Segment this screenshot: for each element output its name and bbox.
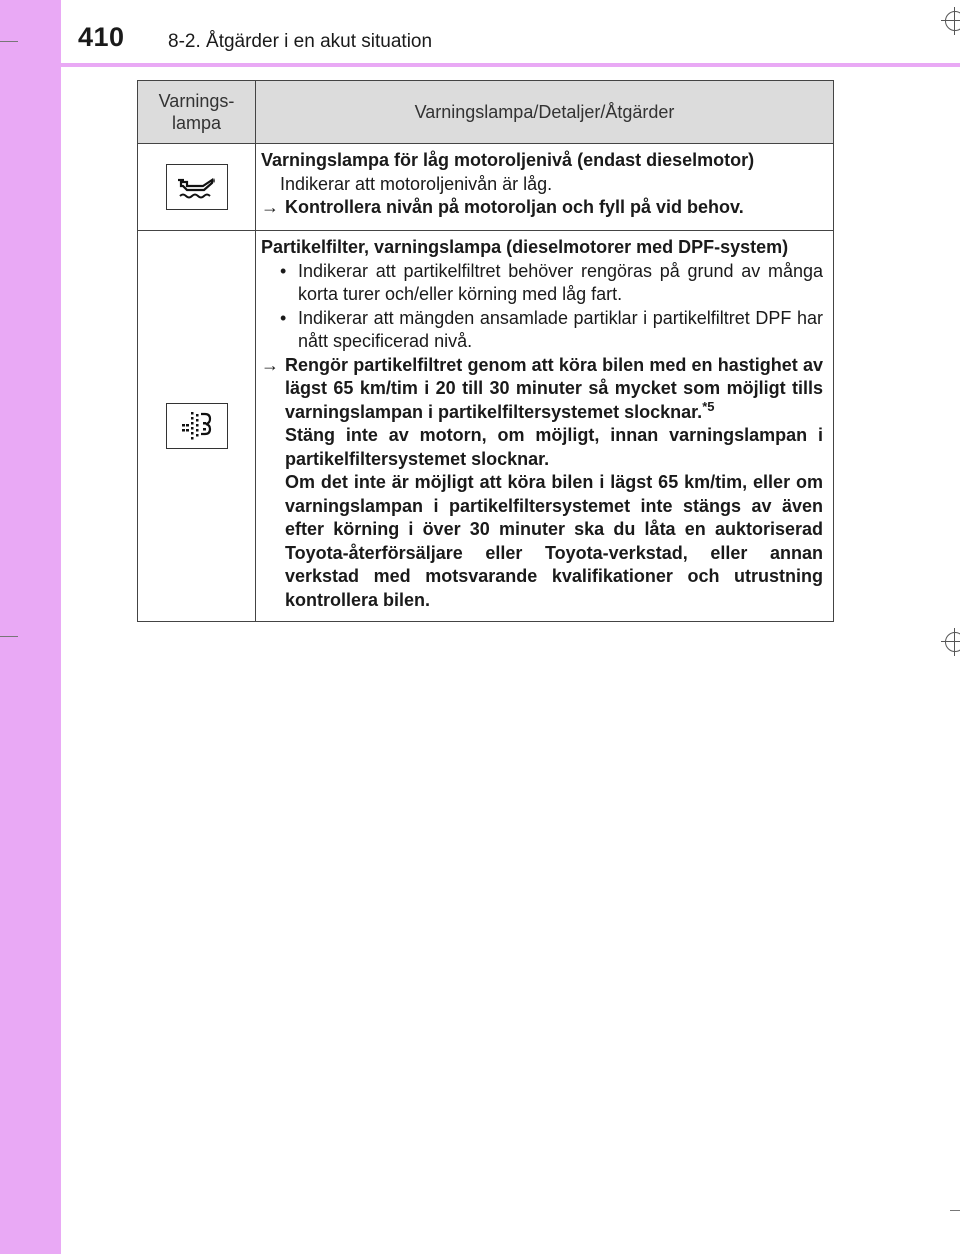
registration-mark-mid-right — [941, 628, 960, 656]
action-paragraph: Kontrollera nivån på motoroljan och fyll på vid behov. — [285, 197, 744, 217]
section-title: 8-2. Åtgärder i en akut situation — [168, 31, 433, 52]
arrow-right-icon: → — [261, 197, 279, 217]
oil-level-icon — [166, 164, 228, 210]
action-paragraph — [285, 354, 823, 425]
lamp-cell — [138, 231, 256, 622]
table-row — [138, 144, 834, 231]
header-lamp-label: Varnings- lampa — [158, 91, 235, 133]
list-item — [261, 260, 823, 307]
header-lamp — [138, 81, 256, 144]
particle-filter-icon — [166, 403, 228, 449]
crop-mark — [0, 41, 18, 42]
action-paragraph: Stäng inte av motorn, om möjligt, innan varningslampan i partikelfiltersystemet slocknar. — [285, 425, 823, 469]
crop-mark — [950, 1210, 960, 1211]
action-text — [261, 196, 823, 220]
page-number: 410 — [78, 22, 125, 52]
lamp-cell — [138, 144, 256, 231]
detail-cell — [256, 144, 834, 231]
header-rule — [61, 63, 960, 67]
detail-cell — [256, 231, 834, 622]
bullet-text: Indikerar att partikelfiltret behöver rengöras på grund av många korta turer och/eller körning med låg fart. — [298, 260, 823, 304]
lamp-description: Indikerar att motoroljenivån är låg. — [280, 173, 553, 194]
bullet-icon: • — [280, 260, 287, 281]
bullet-text: Indikerar att mängden ansamlade partiklar i partikelfiltret DPF har nått specificerad nivå. — [298, 307, 823, 351]
list-item — [261, 307, 823, 354]
table-row — [138, 231, 834, 622]
table-header-row — [138, 81, 834, 144]
footnote-ref: *5 — [702, 398, 715, 414]
action-main: Rengör partikelfiltret genom att köra bilen med en hastighet av lägst 65 km/tim i 20 till 30 minuter så mycket som möjligt tills varningslampan i partikelfiltersystemet slocknar. — [285, 354, 823, 422]
warning-lamp-table — [137, 80, 834, 622]
lamp-title: Partikelfilter, varningslampa (dieselmotorer med DPF-system) — [261, 237, 789, 257]
action-text — [261, 354, 823, 613]
header-details: Varningslampa/Detaljer/Åtgärder — [256, 81, 834, 144]
registration-mark-top-right — [941, 7, 960, 35]
arrow-right-icon: → — [261, 354, 279, 375]
crop-mark — [0, 636, 18, 637]
side-color-strip — [0, 0, 61, 1254]
action-paragraph: Om det inte är möjligt att köra bilen i lägst 65 km/tim, eller om varningslampan i partikelfiltersystemet inte stängs av även efter körning i över 30 minuter ska du låta en auktoriserad Toyota-återförsäljare eller Toyota-verkstad, eller annan verkstad med motsvarande kvalifikationer och utrustning kontrollera bilen. — [285, 472, 823, 610]
bullet-icon: • — [280, 307, 287, 328]
lamp-title: Varningslampa för låg motoroljenivå (endast dieselmotor) — [261, 150, 755, 170]
